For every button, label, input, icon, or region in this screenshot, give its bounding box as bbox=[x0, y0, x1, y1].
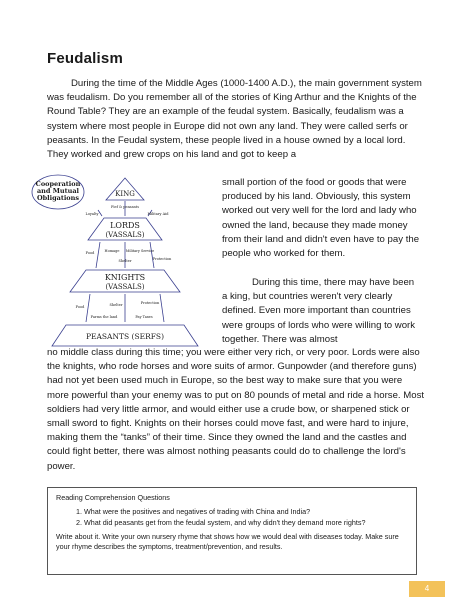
caption-line-3: Obligations bbox=[36, 194, 80, 202]
label-homage: Homage bbox=[104, 249, 120, 253]
label-king: KING bbox=[115, 190, 135, 198]
page-title: Feudalism bbox=[47, 50, 123, 67]
question-item: 1. What were the positives and negatives of trading with China and India? bbox=[84, 507, 408, 517]
page-number-tab: 4 bbox=[409, 581, 445, 597]
label-pay-taxes: Pay Taxes bbox=[135, 315, 153, 319]
paragraph-lords: During this time, there may have been a king, but countries weren't very clearly defined. Even more important than countries were groups of lords who were willing to work together. There was almost bbox=[222, 277, 416, 345]
label-shelter-1: Shelter bbox=[118, 259, 132, 263]
caption-line-2: and Mutual bbox=[36, 187, 80, 195]
label-peasants: PEASANTS (SERFS) bbox=[85, 332, 165, 341]
paragraph-lords-continued: no middle class during this time; you were either very rich, or very poor. Lords were also the knights, who rode horses and wore suits of armor. Gunpowder (and therefore guns) had not yet been used much in Europe, so the best way to make sure that you were more powerful than your enemy was to put on 80 pounds of metal and ride a horse. Most soldiers had very little armor, and would either use a crude bow, or sharpened stick or small sword to fight. Knights on their horses could move fast, and were hard to injure, making them the “tanks” of their time. Since they owned the land and the castles and could fight better, there was almost nothing peasants could do to challenge the lord's power. bbox=[47, 347, 425, 472]
paragraph-intro-continued: small portion of the food or goods that were produced by his land. Obviously, this system worked out very well for the lord and lady who owned the land, because they made money from their land and didn't even have to pay the people who worked for them. bbox=[222, 177, 420, 260]
reading-questions-box bbox=[47, 487, 417, 575]
feudal-pyramid-diagram bbox=[30, 170, 220, 350]
label-loyalty: Loyalty bbox=[85, 212, 99, 216]
caption-line-1: Cooperation bbox=[35, 180, 81, 188]
questions-title: Reading Comprehension Questions bbox=[56, 493, 170, 502]
write-about-prompt: Write about it. Write your own nursery rhyme that shows how we would deal with diseases today. Make sure your rhyme describes the symptoms, treatment/prevention, and results. bbox=[56, 532, 399, 551]
label-military-service: Military Service bbox=[125, 249, 155, 253]
label-knights: KNIGHTS bbox=[104, 273, 146, 282]
label-food-1: Food bbox=[85, 251, 95, 255]
label-farms-land: Farms the land bbox=[90, 315, 118, 319]
label-fief: Fief & peasants bbox=[111, 205, 139, 209]
label-lords-vassals: (VASSALS) bbox=[105, 231, 145, 239]
label-protection-2: Protection bbox=[140, 301, 160, 305]
label-lords: LORDS bbox=[110, 221, 140, 230]
question-item: 2. What did peasants get from the feudal system, and why didn't they demand more rights? bbox=[84, 518, 408, 528]
paragraph-intro: During the time of the Middle Ages (1000-1400 A.D.), the main government system was feudalism. Do you remember all of the stories of King Arthur and the Knights of the Round Table? They are an example of the feudal system. Basically, feudalism was a system where most people in Europe did not own any land. They were called serfs or peasants. In the Feudal system, these people lived in a house owned by a local lord. They worked and grew crops on his land and got to keep a bbox=[47, 78, 422, 161]
label-military-aid: Military Aid bbox=[147, 212, 169, 216]
label-protection-1: Protection bbox=[152, 257, 172, 261]
label-food-2: Food bbox=[75, 305, 85, 309]
label-knights-vassals: (VASSALS) bbox=[105, 283, 145, 291]
label-shelter-2: Shelter bbox=[109, 303, 123, 307]
questions-list bbox=[56, 507, 408, 528]
